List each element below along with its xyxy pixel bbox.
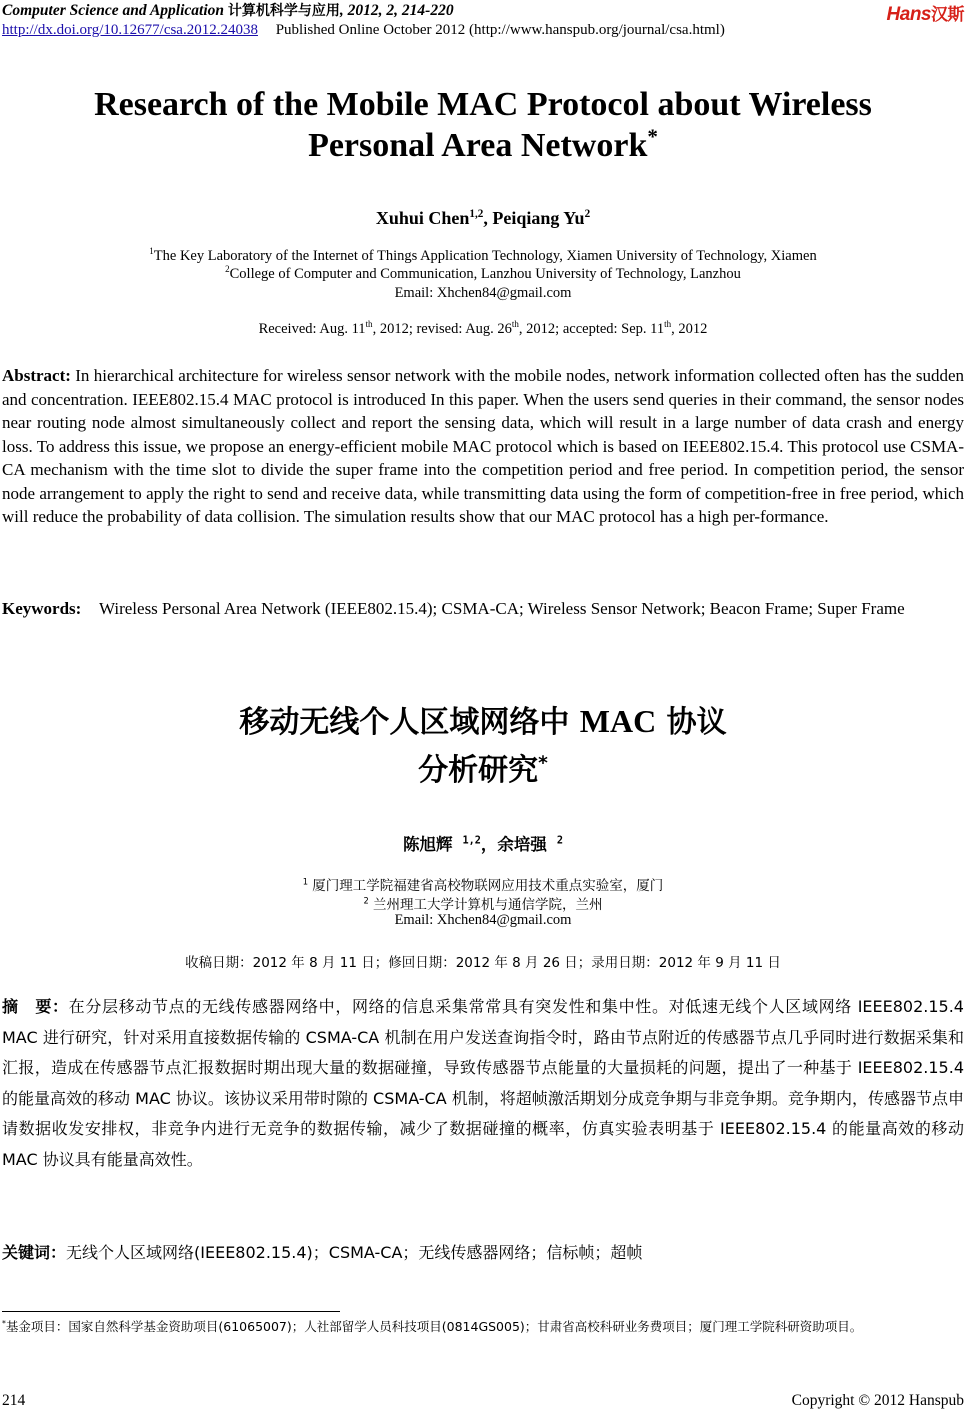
footnote-divider (2, 1311, 340, 1312)
author-1-cn: 陈旭辉 (403, 835, 463, 854)
th-sup-2: th (511, 319, 519, 330)
journal-name-en: Computer Science and Application (2, 2, 225, 19)
email-en: Email: Xhchen84@gmail.com (394, 285, 572, 301)
funding-footnote (2, 1316, 964, 1337)
received-part-4: , 2012 (671, 321, 708, 337)
abstract-en (2, 364, 964, 529)
author-2-en-sup: 2 (584, 208, 591, 220)
author-1-cn-sup: 1,2 (462, 835, 481, 847)
received-dates-en (0, 321, 966, 338)
authors-en (0, 208, 966, 229)
email-cn (0, 912, 966, 929)
affiliation-1-cn-text: 厦门理工学院福建省高校物联网应用技术重点实验室，厦门 (308, 878, 664, 894)
title-cn-line2-text: 分析研究 (418, 753, 539, 788)
doi-line (2, 22, 725, 39)
title-cn-line2 (0, 747, 966, 795)
affiliation-1-en-text: The Key Laboratory of the Internet of Things Application Technology, Xiamen University of Technology, Xiamen (153, 248, 817, 264)
paper-title-cn (0, 697, 966, 795)
received-part-3: , 2012; accepted: Sep. 11 (518, 321, 665, 337)
title-en-line2 (0, 125, 966, 166)
abstract-en-text: In hierarchical architecture for wireless sensor network with the mobile nodes, network information collected often has the sudden and concentration. IEEE802.15.4 MAC protocol is introduced In this paper. When the users send queries in their command, the sensor nodes near routing node almost simultaneously collect and report the sensing data, which will result in a large number of data crash and energy loss. To address this issue, we propose an energy-efficient mobile MAC protocol which is based on IEEE802.15.4. This protocol use CSMA-CA mechanism with the time slot to divide the super frame into the competition period and free period. In competition period, the sensor node arrangement to apply the right to send and receive data, while transmitting data using the form of competition-free in free period, which will reduce the probability of data collision. The simulation results show that our MAC protocol has a high per-formance. (2, 366, 964, 526)
affiliation-2-en-text: College of Computer and Communication, Lanzhou University of Technology, Lanzhou (229, 266, 741, 282)
title-cn-part-b: MAC (579, 703, 657, 739)
keywords-cn (2, 1241, 964, 1265)
abstract-cn-text: 在分层移动节点的无线传感器网络中，网络的信息采集常常具有突发性和集中性。对低速无线个人区域网络 IEEE802.15.4 MAC 进行研究，针对采用直接数据传输的 CSMA-CA 机制在用户发送查询指令时，路由节点附近的传感器节点几乎同时进行数据采集和汇报，造成在传感器节点汇报数据时期出现大量的数据碰撞，导致传感器节点能量的大量损耗的问题，提出了一种基于 IEEE802.15.4 的能量高效的移动 MAC 协议。该协议采用带时隙的 CSMA-CA 机制，将超帧激活期划分成竞争期与非竞争期。竞争期内，传感器节点申请数据收发安排权，非竞争内进行无竞争的数据传输，减少了数据碰撞的概率，仿真实验表明基于 IEEE802.15.4 的能量高效的移动 MAC 协议具有能量高效性。 (2, 997, 964, 1169)
footnote-text: 基金项目：国家自然科学基金资助项目(61065007)；人社部留学人员科技项目(0814GS005)；甘肃省高校科研业务费项目；厦门理工学院科研资助项目。 (5, 1319, 863, 1334)
title-en-line1: Research of the Mobile MAC Protocol about Wireless (94, 86, 872, 123)
th-sup-1: th (365, 319, 373, 330)
footnote-mark: * (2, 1318, 6, 1328)
journal-citation (2, 0, 454, 20)
affiliation-2-en (0, 266, 966, 283)
paper-title-en (0, 84, 966, 166)
title-cn-line1 (0, 697, 966, 747)
author-1-en: Xuhui Chen (375, 208, 470, 228)
affiliation-1-en-sup: 1 (149, 246, 154, 257)
page-number: 214 (2, 1392, 26, 1409)
keywords-en-label: Keywords: (2, 599, 82, 618)
affiliation-1-cn (0, 874, 966, 894)
author-2-cn-sup: 2 (556, 835, 563, 847)
abstract-cn-label: 摘 要： (2, 997, 69, 1016)
received-part-1: Received: Aug. 11 (258, 321, 366, 337)
page-header (0, 0, 966, 44)
abstract-en-label: Abstract: (2, 366, 71, 385)
th-sup-3: th (664, 319, 672, 330)
affiliation-2-cn-sup: 2 (363, 895, 369, 906)
title-cn-footnote-mark: * (538, 753, 548, 774)
author-2-en: Peiqiang Yu (492, 208, 585, 228)
affiliation-2-cn-text: 兰州理工大学计算机与通信学院，兰州 (368, 897, 603, 913)
title-en-footnote-mark: * (647, 124, 658, 149)
received-dates-cn: 收稿日期：2012 年 8 月 11 日；修回日期：2012 年 8 月 26 日；录用日期：2012 年 9 月 11 日 (185, 955, 781, 971)
keywords-en (2, 597, 964, 621)
affiliation-1-en (0, 248, 966, 265)
keywords-en-text: Wireless Personal Area Network (IEEE802.15.4); CSMA-CA; Wireless Sensor Network; Beacon Frame; Super Frame (99, 599, 905, 618)
title-cn-part-c: 协议 (656, 705, 727, 740)
email-cn-text: Email: Xhchen84@gmail.com (394, 912, 572, 928)
keywords-cn-text: 无线个人区域网络(IEEE802.15.4)；CSMA-CA；无线传感器网络；信标帧；超帧 (66, 1243, 643, 1262)
authors-cn (0, 831, 966, 855)
author-separator: , (483, 208, 493, 228)
abstract-cn (2, 992, 964, 1175)
hanspub-logo (887, 0, 964, 26)
author-2-cn: ，余培强 (480, 835, 557, 854)
copyright-notice: Copyright © 2012 Hanspub (791, 1392, 964, 1409)
affiliation-1-cn-sup: 1 (302, 876, 309, 887)
logo-text-en: Hans (886, 4, 931, 25)
author-1-en-sup: 1,2 (469, 208, 484, 220)
doi-link[interactable]: http://dx.doi.org/10.12677/csa.2012.24038 (2, 22, 258, 38)
affiliation-2-en-sup: 2 (225, 264, 230, 275)
journal-name-cn: 计算机科学与应用 (227, 3, 340, 19)
received-part-2: , 2012; revised: Aug. 26 (372, 321, 512, 337)
title-en-line2-text: Personal Area Network (308, 127, 648, 164)
affiliation-2-cn (0, 893, 966, 913)
title-cn-part-a: 移动无线个人区域网络中 (239, 705, 580, 740)
journal-volume: , 2012, 2, 214-220 (339, 2, 454, 19)
logo-text-cn: 汉斯 (931, 5, 964, 25)
keywords-cn-label: 关键词： (2, 1243, 67, 1262)
published-online: Published Online October 2012 (http://www.hanspub.org/journal/csa.html) (275, 22, 725, 38)
